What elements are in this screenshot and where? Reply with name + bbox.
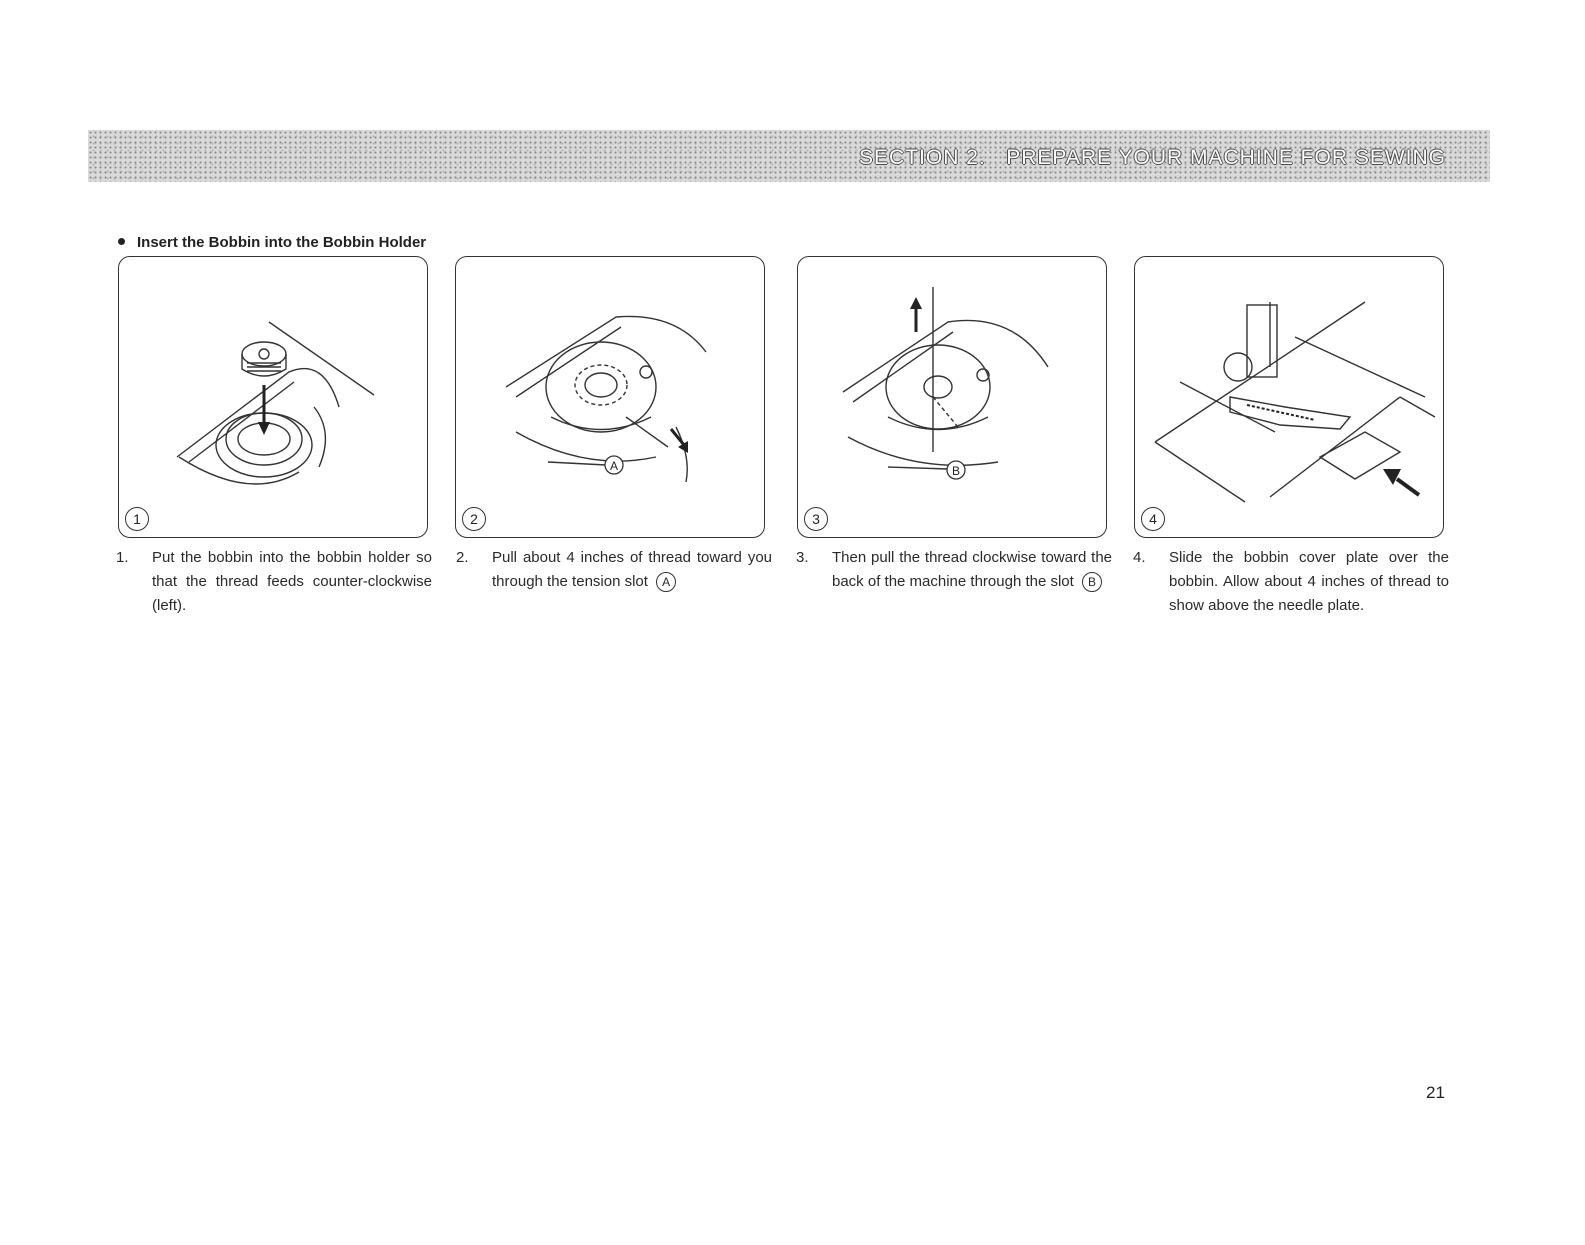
section-header-band	[88, 130, 1490, 182]
step-badge-1: 1	[125, 507, 149, 531]
subheading	[118, 234, 426, 251]
step-caption-1	[116, 546, 432, 618]
step-badge-4: 4	[1141, 507, 1165, 531]
slot-b-marker: B	[1082, 572, 1102, 592]
step-number-3: 3.	[796, 549, 809, 566]
slot-a-label: A	[609, 459, 619, 473]
step-text-4: Slide the bobbin cover plate over the bobbin. Allow about 4 inches of thread to show above the needle plate.	[1169, 549, 1449, 614]
step-badge-3: 3	[804, 507, 828, 531]
step-text-2: Pull about 4 inches of thread toward you through the tension slot	[492, 549, 772, 590]
step-badge-2: 2	[462, 507, 486, 531]
figure-panel-3	[797, 256, 1107, 538]
figure-panel-2	[455, 256, 765, 538]
step-text-1: Put the bobbin into the bobbin holder so that the thread feeds counter-clockwise (left).	[152, 549, 432, 614]
subheading-text: Insert the Bobbin into the Bobbin Holder	[137, 234, 427, 251]
step-caption-2	[456, 546, 772, 594]
bobbin-insert-illustration	[119, 257, 429, 539]
step-caption-4	[1133, 546, 1449, 618]
tension-slot-illustration	[456, 257, 766, 539]
step-caption-3	[796, 546, 1112, 594]
figure-panel-1	[118, 256, 428, 538]
step-number-4: 4.	[1133, 549, 1146, 566]
bullet-icon	[118, 238, 125, 245]
page-number: 21	[1426, 1083, 1445, 1102]
thread-clockwise-illustration	[798, 257, 1108, 539]
step-text-3: Then pull the thread clockwise toward the back of the machine through the slot	[832, 549, 1112, 590]
section-title: SECTION 2. PREPARE YOUR MACHINE FOR SEWING	[859, 146, 1446, 169]
step-number-2: 2.	[456, 549, 469, 566]
cover-plate-illustration	[1135, 257, 1445, 539]
slot-a-marker: A	[656, 572, 676, 592]
step-number-1: 1.	[116, 549, 129, 566]
slot-b-label: B	[951, 464, 961, 478]
figure-panel-4	[1134, 256, 1444, 538]
